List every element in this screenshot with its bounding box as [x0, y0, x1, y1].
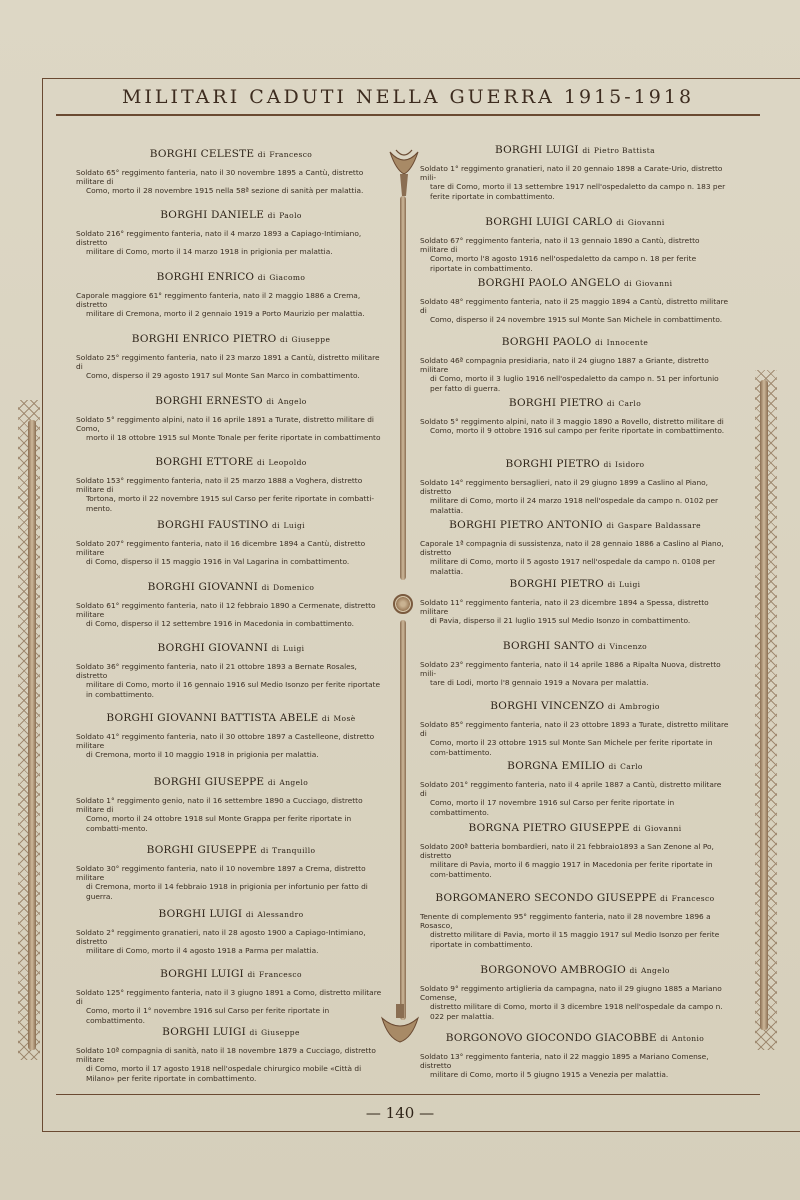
- entry-name: BORGHI GIOVANNI di Luigi: [157, 642, 305, 654]
- entry-name: BORGHI LUIGI di Alessandro: [158, 908, 304, 920]
- entry-bio: Soldato 67° reggimento fanteria, nato il 13 gennaio 1890 a Cantù, distretto militare di Como, morto l'8 agosto 1916 nell'ospedaletto da campo n. 18 per ferite riportate in combattimento.: [420, 236, 700, 273]
- entry-left-8: [76, 581, 386, 629]
- entry-bio: Soldato 48° reggimento fanteria, nato il 25 maggio 1894 a Cantù, distretto militare di Como, disperso il 24 novembre 1915 sul Monte San Michele in combattimento.: [420, 297, 729, 325]
- entry-left-10: [76, 712, 386, 760]
- center-rosette-ornament: [393, 594, 413, 614]
- footer-rule: [56, 1094, 760, 1095]
- entry-bio: Soldato 36° reggimento fanteria, nato il 21 ottobre 1893 a Bernate Rosales, distretto militare di Como, morto il 16 gennaio 1916 sul Medio Isonzo per ferite riportate in combattimento.: [76, 662, 381, 699]
- entry-name: BORGHI SANTO di Vincenzo: [502, 640, 648, 652]
- entry-name: BORGHI PAOLO di Innocente: [501, 336, 649, 348]
- entry-name: BORGHI ERNESTO di Angelo: [155, 395, 307, 407]
- entry-bio: Soldato 200ª batteria bombardieri, nato il 21 febbraio1893 a San Zenone al Po, distretto militare di Pavia, morto il 6 maggio 1917 in Macedonia per ferite riportate in com-battimento.: [420, 842, 714, 879]
- entry-bio: Soldato 5° reggimento alpini, nato il 16 aprile 1891 a Turate, distretto militare di Como, morto il 18 ottobre 1915 sul Monte Tonale per ferite riportate in combattimento: [76, 415, 381, 443]
- entry-name: BORGHI LUIGI CARLO di Giovanni: [485, 216, 665, 228]
- entry-right-7: [420, 519, 730, 576]
- entry-left-14: [76, 968, 386, 1025]
- center-pole-lower: [400, 620, 406, 1020]
- entry-bio: Soldato 65° reggimento fanteria, nato il 30 novembre 1895 a Cantù, distretto militare di Como, morto il 28 novembre 1915 nella 58ª sezione di sanità per malattia.: [76, 168, 364, 196]
- entry-right-1: [420, 144, 730, 201]
- entry-name: BORGHI FAUSTINO di Luigi: [157, 519, 305, 531]
- entry-left-5: [76, 395, 386, 443]
- entry-name: BORGHI CELESTE di Francesco: [149, 148, 313, 160]
- entry-bio: Soldato 46ª compagnia presidiaria, nato il 24 giugno 1887 a Griante, distretto militare di Como, morto il 3 luglio 1916 nell'ospedaletto da campo n. 51 per infortunio per fatto di guerra.: [420, 356, 719, 393]
- entry-right-11: [420, 760, 730, 817]
- entry-name: BORGHI PIETRO di Isidoro: [505, 458, 645, 470]
- entry-bio: Soldato 61° reggimento fanteria, nato il 12 febbraio 1890 a Cermenate, distretto militare di Como, disperso il 12 settembre 1916 in Macedonia in combattimento.: [76, 601, 376, 629]
- entry-right-14: [420, 964, 730, 1021]
- entry-name: BORGHI LUIGI di Pietro Battista: [494, 144, 656, 156]
- entry-bio: Soldato 9° reggimento artiglieria da campagna, nato il 29 giugno 1885 a Mariano Comense, distretto militare di Como, morto il 3 dicembre 1918 nell'ospedale da campo n. 022 per malattia.: [420, 984, 723, 1021]
- entry-right-10: [420, 700, 730, 757]
- entry-left-12: [76, 844, 386, 901]
- entry-right-9: [420, 640, 730, 688]
- entry-bio: Soldato 1° reggimento genio, nato il 16 settembre 1890 a Cucciago, distretto militare di Como, morto il 24 ottobre 1918 sul Monte Grappa per ferite riportate in combatti-mento.: [76, 796, 363, 833]
- entry-bio: Tenente di complemento 95° reggimento fanteria, nato il 28 novembre 1896 a Rosasco, distretto militare di Pavia, morto il 15 maggio 1917 sul Medio Isonzo per ferite riportate in combattimento.: [420, 912, 720, 949]
- entry-bio: Soldato 85° reggimento fanteria, nato il 23 ottobre 1893 a Turate, distretto militare di Como, morto il 23 ottobre 1915 sul Monte San Michele per ferite riportate in com-battimento.: [420, 720, 729, 757]
- entry-bio: Soldato 10ª compagnia di sanità, nato il 18 novembre 1879 a Cucciago, distretto militare di Como, morto il 17 agosto 1918 nell'ospedale chirurgico mobile «Città di Milano» per ferite riportate in combattimento.: [76, 1046, 376, 1083]
- entry-right-3: [420, 277, 730, 325]
- entry-name: BORGHI ENRICO di Giacomo: [156, 271, 306, 283]
- page-number: — 140 —: [365, 1104, 435, 1122]
- entry-bio: Soldato 5° reggimento alpini, nato il 3 maggio 1890 a Rovello, distretto militare di Como, morto il 9 ottobre 1916 sul campo per ferite riportate in combattimento.: [420, 417, 725, 436]
- entry-bio: Soldato 23° reggimento fanteria, nato il 14 aprile 1886 a Ripalta Nuova, distretto mili- tare di Lodi, morto l'8 gennaio 1919 a Novara per malattia.: [420, 660, 721, 688]
- entry-right-12: [420, 822, 730, 879]
- entry-name: BORGHI GIOVANNI di Domenico: [147, 581, 315, 593]
- entry-left-1: [76, 148, 386, 196]
- entry-bio: Soldato 125° reggimento fanteria, nato il 3 giugno 1891 a Como, distretto militare di Como, morto il 1° novembre 1916 sul Carso per ferite riportate in combattimento.: [76, 988, 382, 1025]
- entry-left-13: [76, 908, 386, 956]
- entry-bio: Caporale 1ª compagnia di sussistenza, nato il 28 gennaio 1886 a Caslino al Piano, distretto militare di Como, morto il 5 agosto 1917 nell'ospedale da campo n. 0108 per malattia.: [420, 539, 724, 576]
- entry-left-3: [76, 271, 386, 319]
- entry-name: BORGNA PIETRO GIUSEPPE di Giovanni: [468, 822, 682, 834]
- center-pole-upper: [400, 196, 406, 580]
- entry-bio: Soldato 153° reggimento fanteria, nato il 25 marzo 1888 a Voghera, distretto militare di Tortona, morto il 22 novembre 1915 sul Carso per ferite riportate in combatti-mento.: [76, 476, 375, 513]
- entry-bio: Soldato 207° reggimento fanteria, nato il 16 dicembre 1894 a Cantù, distretto militare di Como, disperso il 15 maggio 1916 in Val Lagarina in combattimento.: [76, 539, 366, 567]
- entry-bio: Soldato 216° reggimento fanteria, nato il 4 marzo 1893 a Capiago-Intimiano, distretto militare di Como, morto il 14 marzo 1918 in prigionia per malattia.: [76, 229, 362, 257]
- entry-left-11: [76, 776, 386, 833]
- entry-name: BORGOMANERO SECONDO GIUSEPPE di Francesco: [435, 892, 715, 904]
- left-pole-ornament: [28, 420, 36, 1050]
- entry-name: BORGONOVO AMBROGIO di Angelo: [480, 964, 670, 976]
- entry-name: BORGHI LUIGI di Francesco: [160, 968, 302, 980]
- entry-name: BORGHI GIUSEPPE di Angelo: [153, 776, 309, 788]
- entry-name: BORGHI DANIELE di Paolo: [160, 209, 302, 221]
- entry-name: BORGHI PAOLO ANGELO di Giovanni: [477, 277, 673, 289]
- entry-name: BORGHI LUIGI di Giuseppe: [162, 1026, 300, 1038]
- torch-top-ornament: [386, 148, 422, 196]
- entry-bio: Soldato 14° reggimento bersaglieri, nato il 29 giugno 1899 a Caslino al Piano, distretto militare di Como, morto il 24 marzo 1918 nell'ospedale da campo n. 0102 per malattia.: [420, 478, 719, 515]
- entry-bio: Caporale maggiore 61° reggimento fanteria, nato il 2 maggio 1886 a Crema, distretto militare di Cremona, morto il 2 gennaio 1919 a Porto Maurizio per malattia.: [76, 291, 365, 319]
- entry-name: BORGHI ETTORE di Leopoldo: [155, 456, 307, 468]
- entry-bio: Soldato 25° reggimento fanteria, nato il 23 marzo 1891 a Cantù, distretto militare di Como, disperso il 29 agosto 1917 sul Monte San Marco in combattimento.: [76, 353, 380, 381]
- entry-name: BORGHI VINCENZO di Ambrogio: [490, 700, 660, 712]
- entry-name: BORGHI GIOVANNI BATTISTA ABELE di Mosè: [106, 712, 356, 724]
- entry-right-4: [420, 336, 730, 393]
- entry-right-15: [420, 1032, 730, 1080]
- entry-left-6: [76, 456, 386, 513]
- entry-left-4: [76, 333, 386, 381]
- entry-name: BORGHI PIETRO ANTONIO di Gaspare Baldassare: [449, 519, 701, 531]
- entry-right-6: [420, 458, 730, 515]
- entry-left-9: [76, 642, 386, 699]
- entry-bio: Soldato 11° reggimento fanteria, nato il 23 dicembre 1894 a Spessa, distretto militare di Pavia, disperso il 21 luglio 1915 sul Medio Isonzo in combattimento.: [420, 598, 709, 626]
- entry-bio: Soldato 1° reggimento granatieri, nato il 20 gennaio 1898 a Carate-Urio, distretto mili- tare di Como, morto il 13 settembre 1917 nell'ospedaletto da campo n. 183 per ferite riportate in combattimento.: [420, 164, 726, 201]
- entry-name: BORGHI PIETRO di Carlo: [508, 397, 642, 409]
- entry-left-7: [76, 519, 386, 567]
- entry-name: BORGHI PIETRO di Luigi: [509, 578, 641, 590]
- entry-bio: Soldato 41° reggimento fanteria, nato il 30 ottobre 1897 a Castelleone, distretto militare di Cremona, morto il 10 maggio 1918 in prigionia per malattia.: [76, 732, 375, 760]
- entry-name: BORGHI ENRICO PIETRO di Giuseppe: [131, 333, 331, 345]
- entry-left-15: [76, 1026, 386, 1083]
- entry-right-2: [420, 216, 730, 273]
- entry-right-13: [420, 892, 730, 949]
- entry-name: BORGONOVO GIOCONDO GIACOBBE di Antonio: [445, 1032, 705, 1044]
- entry-bio: Soldato 30° reggimento fanteria, nato il 10 novembre 1897 a Crema, distretto militare di Cremona, morto il 14 febbraio 1918 in prigionia per infortunio per fatto di guerra.: [76, 864, 368, 901]
- entry-right-8: [420, 578, 730, 626]
- page-title: MILITARI CADUTI NELLA GUERRA 1915-1918: [121, 86, 695, 108]
- entry-bio: Soldato 201° reggimento fanteria, nato il 4 aprile 1887 a Cantù, distretto militare di Como, morto il 17 novembre 1916 sul Carso per ferite riportate in combattimento.: [420, 780, 722, 817]
- entry-bio: Soldato 2° reggimento granatieri, nato il 28 agosto 1900 a Capiago-Intimiano, distretto militare di Como, morto il 4 agosto 1918 a Parma per malattia.: [76, 928, 366, 956]
- entry-name: BORGHI GIUSEPPE di Tranquillo: [146, 844, 316, 856]
- entry-left-2: [76, 209, 386, 257]
- entry-name: BORGNA EMILIO di Carlo: [507, 760, 643, 772]
- entry-right-5: [420, 397, 730, 435]
- entry-bio: Soldato 13° reggimento fanteria, nato il 22 maggio 1895 a Mariano Comense, distretto militare di Como, morto il 5 giugno 1915 a Venezia per malattia.: [420, 1052, 709, 1080]
